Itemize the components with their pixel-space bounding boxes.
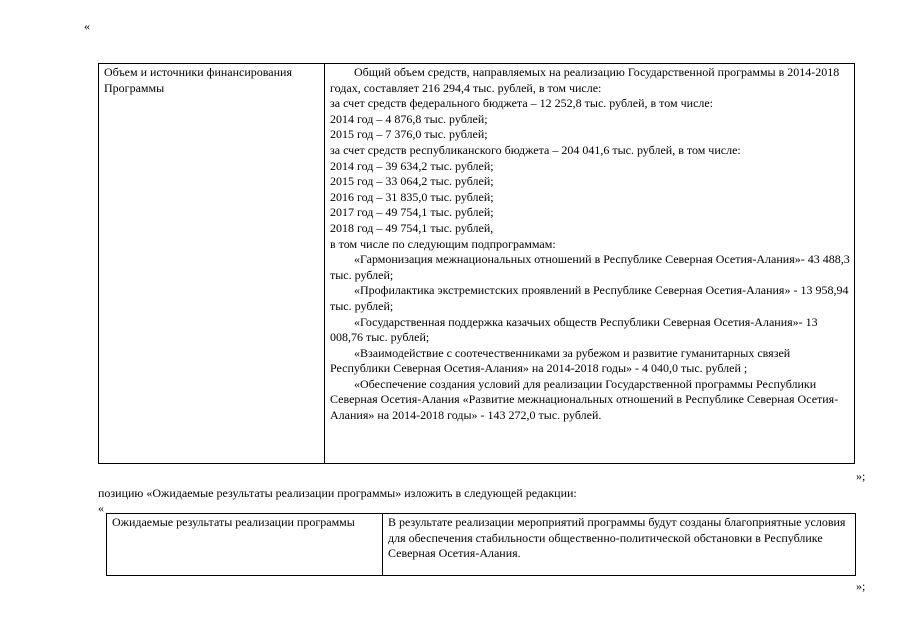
funding-line-republican: за счет средств республиканского бюджета – 204 041,6 тыс. рублей, в том числе: [330, 142, 741, 157]
funding-line-rep-2015: 2015 год – 33 064,2 тыс. рублей; [330, 174, 494, 189]
open-quote-1: « [84, 19, 90, 33]
funding-line-rep-2018: 2018 год – 49 754,1 тыс. рублей, [330, 220, 494, 235]
subprogram-cossacks: «Государственная поддержка казачьих обществ Республики Северная Осетия-Алания»- 13 008,76 тыс. рублей; [330, 314, 818, 345]
funding-line-subprograms-intro: в том числе по следующим подпрограммам: [330, 236, 556, 251]
funding-content-cell [325, 64, 855, 464]
results-content-cell [383, 514, 856, 576]
results-label: Ожидаемые результаты реализации программы [112, 515, 355, 529]
funding-line-rep-2017: 2017 год – 49 754,1 тыс. рублей; [330, 205, 494, 220]
funding-line-total: Общий объем средств, направляемых на реализацию Государственной программы в 2014-2018 годах, составляет 216 294,4 тыс. рублей, в том числе: [330, 65, 840, 95]
funding-line-federal-2014: 2014 год – 4 876,8 тыс. рублей; [330, 111, 488, 126]
funding-label: Объем и источники финансирования Программы [104, 65, 292, 95]
subprogram-compatriots: «Взаимодействие с соотечественниками за рубежом и развитие гуманитарных связей Республики Северная Осетия-Алания» на 2014-2018 годы» - 4 040,0 тыс. рублей ; [330, 345, 791, 376]
instruction-text: позицию «Ожидаемые результаты реализации программы» изложить в следующей редакции: [98, 486, 577, 500]
subprogram-conditions: «Обеспечение создания условий для реализации Государственной программы Республики Северная Осетия-Алания «Развитие межнациональных отношений в Республике Северная Осетия-Алания» на 2014-2018 годы» - 143 272,0 тыс. рублей. [330, 376, 839, 423]
funding-line-federal-2015: 2015 год – 7 376,0 тыс. рублей; [330, 127, 488, 142]
close-quote-2: »; [856, 579, 866, 593]
funding-line-rep-2016: 2016 год – 31 835,0 тыс. рублей; [330, 189, 494, 204]
open-quote-2: « [98, 501, 104, 515]
close-quote-1: »; [856, 469, 866, 483]
results-label-cell [107, 514, 383, 576]
results-text: В результате реализации мероприятий программы будут созданы благоприятные условия для обеспечения стабильности общественно-политической обстановки в Республике Северная Осетия-Алания. [388, 515, 846, 561]
funding-line-federal: за счет средств федерального бюджета – 12 252,8 тыс. рублей, в том числе: [330, 96, 714, 111]
funding-table [98, 63, 855, 464]
funding-label-cell [99, 64, 325, 464]
subprogram-harmonization: «Гармонизация межнациональных отношений в Республике Северная Осетия-Алания»- 43 488,3 тыс. рублей; [330, 252, 850, 282]
subprogram-extremism: «Профилактика экстремистских проявлений в Республике Северная Осетия-Алания» - 13 958,94 тыс. рублей; [330, 283, 849, 313]
results-table [106, 513, 856, 576]
funding-line-rep-2014: 2014 год – 39 634,2 тыс. рублей; [330, 158, 494, 173]
